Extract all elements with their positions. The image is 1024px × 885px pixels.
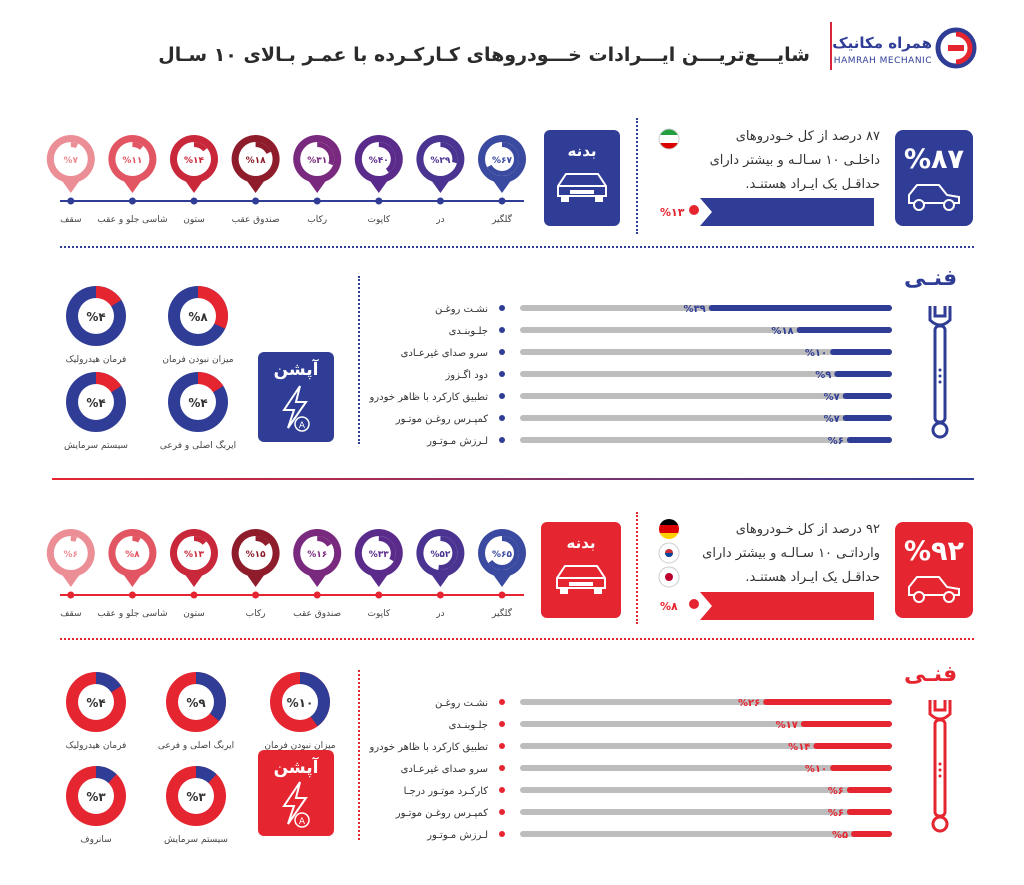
tech-category-label: نشـت روغـن bbox=[434, 304, 488, 315]
tech-category-label: تطبیق کارکرد با ظاهر خودرو bbox=[369, 392, 488, 403]
body-category-label: صندوق عقب bbox=[293, 609, 342, 619]
tech-bullet bbox=[499, 831, 505, 837]
body-pin bbox=[478, 135, 526, 225]
tech-bullet bbox=[499, 809, 505, 815]
baseline-dot bbox=[375, 198, 382, 205]
tech-category-label: سرو صدای غیرعـادی bbox=[400, 348, 488, 359]
body-pin bbox=[232, 529, 280, 619]
tech-bar-value-label: %۱۰ bbox=[804, 348, 828, 359]
section-separator bbox=[60, 638, 974, 640]
tech-bar-value-label: %۶ bbox=[827, 808, 844, 819]
pin-value-label: %۱۵ bbox=[245, 550, 266, 560]
pin-value-label: %۶ bbox=[63, 550, 79, 560]
baseline-dot bbox=[314, 198, 321, 205]
domestic-percent: %۸۷ bbox=[903, 144, 964, 175]
option-donut bbox=[66, 286, 127, 365]
tech-bar bbox=[847, 437, 892, 443]
wrench-icon bbox=[924, 696, 956, 836]
donut-value-label: %۱۰ bbox=[286, 696, 314, 710]
baseline-dot bbox=[437, 198, 444, 205]
domestic-percent-card bbox=[895, 130, 973, 226]
body-category-label: گلگیر bbox=[492, 215, 512, 225]
tech-category-label: لـرزش مـوتـور bbox=[427, 830, 488, 841]
domestic-body-chart bbox=[0, 100, 540, 240]
tech-category-label: جلـوبنـدی bbox=[448, 326, 488, 337]
body-pin bbox=[170, 135, 218, 225]
tech-bar bbox=[813, 743, 892, 749]
tech-bar-row bbox=[368, 742, 892, 753]
body-pin bbox=[170, 529, 218, 619]
pin-value-label: %۱۳ bbox=[183, 550, 205, 560]
tech-category-label: لـرزش مـوتـور bbox=[427, 436, 488, 447]
body-category-label: رکاب bbox=[245, 609, 266, 619]
tech-bullet bbox=[499, 765, 505, 771]
tech-bullet bbox=[499, 743, 505, 749]
tech-category-label: نشـت روغـن bbox=[434, 698, 488, 709]
tech-bar bbox=[763, 699, 892, 705]
tech-bullet bbox=[499, 437, 505, 443]
svg-text:A: A bbox=[298, 421, 306, 431]
imported-body-title: بدنه bbox=[566, 534, 596, 552]
donut-category-label: فرمان هیدرولیک bbox=[65, 355, 127, 365]
body-pin bbox=[293, 135, 341, 225]
car-icon bbox=[895, 175, 973, 219]
imported-tech-title: فنـی bbox=[904, 662, 958, 687]
body-category-label: ستون bbox=[183, 215, 205, 225]
option-donut bbox=[162, 286, 233, 365]
imported-intro-line: ۹۲ درصد از کل خـودروهای bbox=[735, 522, 880, 537]
body-pin bbox=[355, 529, 403, 619]
option-donut bbox=[64, 372, 128, 451]
baseline-dot bbox=[67, 592, 74, 599]
tech-bar-value-label: %۷ bbox=[823, 414, 840, 425]
section-divider bbox=[358, 670, 360, 840]
tech-bar-row bbox=[426, 436, 892, 447]
imported-body-box bbox=[541, 522, 621, 618]
body-pin bbox=[97, 135, 167, 225]
tech-bar bbox=[843, 393, 892, 399]
tech-bar-value-label: %۲۶ bbox=[737, 698, 761, 709]
section-separator bbox=[52, 478, 974, 480]
page-title: شایـــع‌تریـــن ایـــرادات خـــودروهای کـارکـرده با عمـر بـالای ۱۰ سـال bbox=[158, 44, 810, 66]
sub-bar-label: %۱۳ bbox=[660, 206, 685, 219]
pin-value-label: %۱۶ bbox=[307, 550, 328, 560]
car-icon bbox=[541, 552, 621, 602]
tech-bar-row bbox=[401, 764, 892, 775]
body-category-label: شاسی جلو و عقب bbox=[97, 609, 168, 619]
tech-bar-row bbox=[426, 830, 892, 841]
tech-bar-value-label: %۱۴ bbox=[788, 742, 811, 753]
tech-category-label: کمپـرس روغـن موتـور bbox=[395, 808, 488, 819]
pin-value-label: %۲۹ bbox=[430, 156, 451, 166]
domestic-intro-line: داخلـی ۱۰ سـالـه و بیشتر دارای bbox=[709, 153, 880, 168]
tech-bar-row bbox=[395, 808, 892, 819]
domestic-tech-chart bbox=[360, 294, 900, 454]
pin-value-label: %۶۵ bbox=[491, 550, 513, 560]
worker-icon bbox=[689, 205, 699, 215]
donut-value-label: %۳ bbox=[86, 790, 106, 804]
donut-category-label: ایربگ اصلی و فرعی bbox=[157, 741, 235, 751]
body-category-label: کاپوت bbox=[367, 215, 391, 225]
option-donut bbox=[160, 372, 236, 451]
domestic-body-box bbox=[544, 130, 620, 226]
tech-bar-value-label: %۱۸ bbox=[771, 326, 794, 337]
domestic-intro-line: ۸۷ درصد از کل خـودروهای bbox=[735, 129, 880, 144]
domestic-sub-bar bbox=[656, 198, 874, 226]
imported-percent-card bbox=[895, 522, 973, 618]
body-pin bbox=[232, 135, 280, 225]
baseline-dot bbox=[375, 592, 382, 599]
tech-bar bbox=[834, 371, 892, 377]
sub-bar-label: %۸ bbox=[660, 600, 678, 613]
donut-category-label: فرمان هیدرولیک bbox=[65, 741, 127, 751]
baseline-dot bbox=[129, 198, 136, 205]
baseline-dot bbox=[191, 198, 198, 205]
pin-value-label: %۱۴ bbox=[183, 156, 205, 166]
tech-bullet bbox=[499, 393, 505, 399]
section-divider bbox=[358, 276, 360, 444]
baseline-dot bbox=[191, 592, 198, 599]
imported-options-title: آپشن bbox=[273, 758, 319, 778]
option-donut bbox=[158, 672, 234, 751]
tech-category-label: سرو صدای غیرعـادی bbox=[400, 764, 488, 775]
body-pin bbox=[47, 135, 95, 225]
tech-bar bbox=[843, 415, 892, 421]
tech-bullet bbox=[499, 699, 505, 705]
domestic-options-box bbox=[258, 352, 334, 442]
pin-value-label: %۴۰ bbox=[368, 156, 389, 166]
car-icon bbox=[544, 160, 620, 210]
lightning-icon bbox=[258, 380, 334, 436]
tech-bar bbox=[830, 765, 892, 771]
svg-text:A: A bbox=[298, 817, 306, 827]
tech-bar bbox=[709, 305, 892, 311]
tech-bullet bbox=[499, 305, 505, 311]
tech-bullet bbox=[499, 349, 505, 355]
tech-bar-row bbox=[395, 414, 892, 425]
pin-value-label: %۱۸ bbox=[245, 156, 266, 166]
pin-value-label: %۳۱ bbox=[307, 156, 328, 166]
tech-bar-value-label: %۶ bbox=[827, 436, 844, 447]
pin-value-label: %۶۷ bbox=[491, 156, 513, 166]
baseline-dot bbox=[252, 198, 259, 205]
donut-category-label: ایربگ اصلی و فرعی bbox=[159, 441, 237, 451]
option-donut bbox=[66, 672, 127, 751]
pin-value-label: %۷ bbox=[63, 156, 79, 166]
body-category-label: سقف bbox=[60, 215, 82, 225]
tech-bullet bbox=[499, 787, 505, 793]
car-icon bbox=[895, 567, 973, 611]
tech-bar-row bbox=[444, 369, 892, 381]
donut-value-label: %۴ bbox=[188, 396, 208, 410]
donut-value-label: %۴ bbox=[86, 310, 106, 324]
donut-category-label: میزان نبودن فرمان bbox=[162, 355, 234, 365]
donut-category-label: سانروف bbox=[80, 835, 112, 845]
body-pin bbox=[478, 529, 526, 619]
imported-options-chart bbox=[40, 666, 350, 846]
tech-category-label: تطبیق کارکرد با ظاهر خودرو bbox=[369, 742, 488, 753]
tech-category-label: جلـوبنـدی bbox=[448, 720, 488, 731]
tech-bar-value-label: %۵ bbox=[831, 830, 849, 841]
imported-percent: %۹۲ bbox=[903, 536, 964, 567]
tech-bar-value-label: %۷ bbox=[823, 392, 840, 403]
body-pin bbox=[416, 135, 464, 225]
donut-value-label: %۹ bbox=[186, 696, 206, 710]
pin-value-label: %۵۲ bbox=[430, 550, 451, 560]
imported-tech-chart bbox=[360, 688, 900, 848]
imported-sub-bar bbox=[656, 592, 874, 620]
body-category-label: کاپوت bbox=[367, 609, 391, 619]
tech-bullet bbox=[499, 327, 505, 333]
body-category-label: صندوق عقب bbox=[231, 215, 280, 225]
baseline-dot bbox=[499, 592, 506, 599]
pin-value-label: %۸ bbox=[125, 550, 140, 560]
tech-bar-value-label: %۳۹ bbox=[683, 304, 706, 315]
baseline-dot bbox=[437, 592, 444, 599]
body-category-label: گلگیر bbox=[492, 609, 512, 619]
donut-value-label: %۴ bbox=[86, 396, 106, 410]
body-pin bbox=[97, 529, 167, 619]
body-category-label: ستون bbox=[183, 609, 205, 619]
worker-icon bbox=[689, 599, 699, 609]
body-category-label: شاسی جلو و عقب bbox=[97, 215, 168, 225]
donut-value-label: %۸ bbox=[188, 310, 208, 324]
tech-bar bbox=[797, 327, 892, 333]
tech-bar-row bbox=[368, 392, 892, 403]
brand-name-en: HAMRAH MECHANIC bbox=[833, 56, 932, 66]
tech-bar-row bbox=[449, 720, 892, 731]
baseline-dot bbox=[67, 198, 74, 205]
iran-flag-icon bbox=[658, 128, 680, 150]
tech-bar-row bbox=[435, 698, 892, 709]
body-pin bbox=[47, 529, 95, 619]
tech-bar bbox=[851, 831, 892, 837]
tech-bar bbox=[847, 809, 892, 815]
domestic-intro-line: حداقـل یک ایـراد هستنـد. bbox=[745, 177, 880, 192]
option-donut bbox=[66, 766, 126, 845]
imported-intro-line: حداقـل یک ایـراد هستنـد. bbox=[745, 570, 880, 585]
tech-category-label: کمپـرس روغـن موتـور bbox=[395, 414, 488, 425]
tech-bar-value-label: %۱۷ bbox=[775, 720, 798, 731]
tech-bullet bbox=[499, 371, 505, 377]
tech-bar-row bbox=[404, 786, 892, 797]
body-pin bbox=[355, 135, 403, 225]
brand-logo-icon bbox=[934, 26, 978, 70]
baseline-dot bbox=[252, 592, 259, 599]
brand-name: همراه مکانیک bbox=[832, 34, 932, 52]
baseline-dot bbox=[129, 592, 136, 599]
option-donut bbox=[164, 766, 228, 845]
tech-category-label: دود اگـزوز bbox=[445, 370, 488, 381]
pin-value-label: %۳۳ bbox=[368, 550, 389, 560]
flags-icon bbox=[658, 518, 680, 590]
imported-body-chart bbox=[0, 494, 540, 634]
donut-value-label: %۳ bbox=[186, 790, 206, 804]
imported-intro-line: وارداتـی ۱۰ سـالـه و بیشتر دارای bbox=[702, 546, 880, 561]
donut-category-label: سیستم سرمایش bbox=[164, 835, 228, 845]
option-donut bbox=[264, 672, 335, 751]
tech-bar-row bbox=[449, 326, 892, 337]
baseline-dot bbox=[314, 592, 321, 599]
tech-bar-value-label: %۶ bbox=[827, 786, 844, 797]
tech-bullet bbox=[499, 415, 505, 421]
body-pin bbox=[293, 529, 341, 619]
tech-category-label: کارکـرد موتـور درجـا bbox=[403, 786, 488, 797]
domestic-options-chart bbox=[40, 276, 260, 456]
tech-bar bbox=[830, 349, 892, 355]
tech-bar-value-label: %۱۰ bbox=[804, 764, 828, 775]
section-separator bbox=[60, 246, 974, 248]
body-category-label: در bbox=[436, 215, 445, 225]
tech-bullet bbox=[499, 721, 505, 727]
donut-category-label: سیستم سرمایش bbox=[64, 441, 128, 451]
tech-bar-row bbox=[435, 304, 892, 315]
domestic-body-title: بدنه bbox=[567, 142, 597, 160]
domestic-options-title: آپشن bbox=[273, 360, 319, 380]
wrench-icon bbox=[924, 302, 956, 442]
tech-bar-row bbox=[401, 348, 892, 359]
body-category-label: سقف bbox=[60, 609, 82, 619]
tech-bar-value-label: %۹ bbox=[815, 370, 832, 381]
body-category-label: در bbox=[436, 609, 445, 619]
donut-value-label: %۴ bbox=[86, 696, 106, 710]
pin-value-label: %۱۱ bbox=[122, 156, 143, 166]
body-category-label: رکاب bbox=[307, 215, 328, 225]
tech-bar bbox=[847, 787, 892, 793]
tech-bar bbox=[801, 721, 892, 727]
baseline-dot bbox=[499, 198, 506, 205]
body-pin bbox=[416, 529, 464, 619]
donut-category-label: میزان نبودن فرمان bbox=[264, 741, 336, 751]
domestic-tech-title: فنـی bbox=[904, 266, 958, 291]
